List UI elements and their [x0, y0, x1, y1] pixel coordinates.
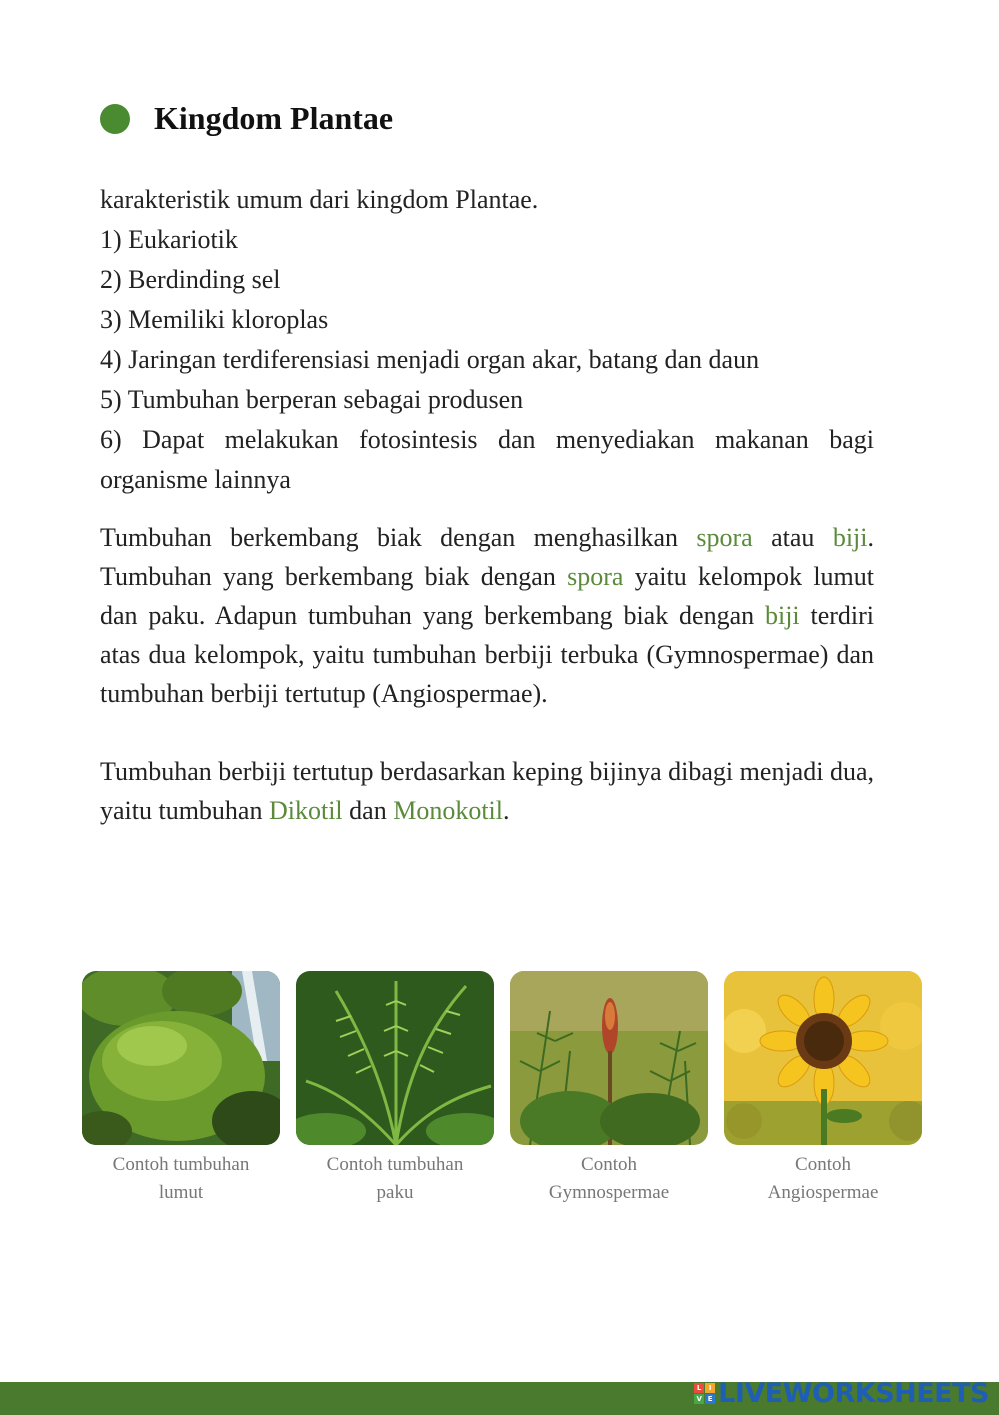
- moss-photo: [82, 971, 280, 1145]
- page-title: Kingdom Plantae: [154, 100, 394, 136]
- text-span: terdiri atas dua kelompok, yaitu tumbuhan berbiji terbuka (Gymnospermae) dan tumbuhan berbiji tertutup (Angiospermae).: [100, 601, 874, 708]
- sunflower-photo: [724, 971, 922, 1145]
- text-span: Tumbuhan berkembang biak dengan menghasilkan: [100, 523, 697, 552]
- image-card-fern: [296, 971, 494, 1207]
- caption-line: Contoh: [581, 1154, 637, 1175]
- text-span: atau: [752, 523, 833, 552]
- list-item: 3) Memiliki kloroplas: [100, 305, 329, 334]
- caption-line: Gymnospermae: [548, 1182, 670, 1203]
- example-images: [82, 971, 922, 1211]
- image-card-moss: [82, 971, 280, 1207]
- reproduction-paragraph: [100, 518, 874, 713]
- angiosperm-paragraph: [100, 752, 874, 830]
- caption-line: lumut: [158, 1182, 204, 1203]
- text-span: yaitu kelompok lumut dan paku. Adapun tumbuhan yang berkembang biak dengan: [100, 562, 874, 630]
- list-item: 4) Jaringan terdiferensiasi menjadi organ akar, batang dan daun: [100, 345, 760, 374]
- keyword-biji: biji: [764, 601, 800, 630]
- intro-text: karakteristik umum dari kingdom Plantae.: [100, 185, 539, 214]
- caption-line: Contoh tumbuhan: [326, 1154, 464, 1175]
- list-item: 5) Tumbuhan berperan sebagai produsen: [100, 385, 524, 414]
- keyword-dikotil: Dikotil: [268, 796, 343, 825]
- logo-letter: E: [705, 1394, 715, 1404]
- image-caption: [724, 1151, 922, 1207]
- image-card-angiosperm: [724, 971, 922, 1207]
- logo-letter: V: [694, 1394, 704, 1404]
- caption-line: Angiospermae: [767, 1182, 879, 1203]
- keyword-spora: spora: [567, 562, 624, 591]
- brand-name: LIVEWORKSHEETS: [718, 1377, 989, 1409]
- liveworksheets-logo[interactable]: [694, 1375, 989, 1411]
- logo-letter: L: [694, 1383, 704, 1393]
- fern-illustration: [296, 971, 494, 1145]
- text-span: dan: [342, 796, 394, 825]
- text-span: Tumbuhan berbiji tertutup berdasarkan keping bijinya dibagi menjadi dua, yaitu tumbuhan: [100, 757, 874, 825]
- caption-line: paku: [376, 1182, 414, 1203]
- main-content: [100, 180, 874, 830]
- moss-illustration: [82, 971, 280, 1145]
- keyword-spora: spora: [696, 523, 753, 552]
- gymnosperm-photo: [510, 971, 708, 1145]
- keyword-monokotil: Monokotil: [393, 796, 503, 825]
- list-item: 1) Eukariotik: [100, 225, 238, 254]
- caption-line: Contoh: [795, 1154, 851, 1175]
- image-caption: [510, 1151, 708, 1207]
- green-bullet-icon: [100, 104, 130, 134]
- logo-mark-icon: [694, 1383, 715, 1404]
- keyword-biji: biji: [832, 523, 868, 552]
- characteristics-list: [100, 180, 874, 500]
- logo-letter: I: [705, 1383, 715, 1393]
- image-caption: [296, 1151, 494, 1207]
- gymnosperm-illustration: [510, 971, 708, 1145]
- text-span: . Tumbuhan yang berkembang biak dengan: [100, 523, 874, 591]
- sunflower-illustration: [724, 971, 922, 1145]
- text-span: .: [503, 796, 510, 825]
- image-card-gymnosperm: [510, 971, 708, 1207]
- list-item: 2) Berdinding sel: [100, 265, 281, 294]
- list-item: 6) Dapat melakukan fotosintesis dan menyediakan makanan bagi organisme lainnya: [100, 425, 874, 494]
- section-heading: [100, 100, 393, 137]
- image-caption: [82, 1151, 280, 1207]
- caption-line: Contoh tumbuhan: [112, 1154, 250, 1175]
- fern-photo: [296, 971, 494, 1145]
